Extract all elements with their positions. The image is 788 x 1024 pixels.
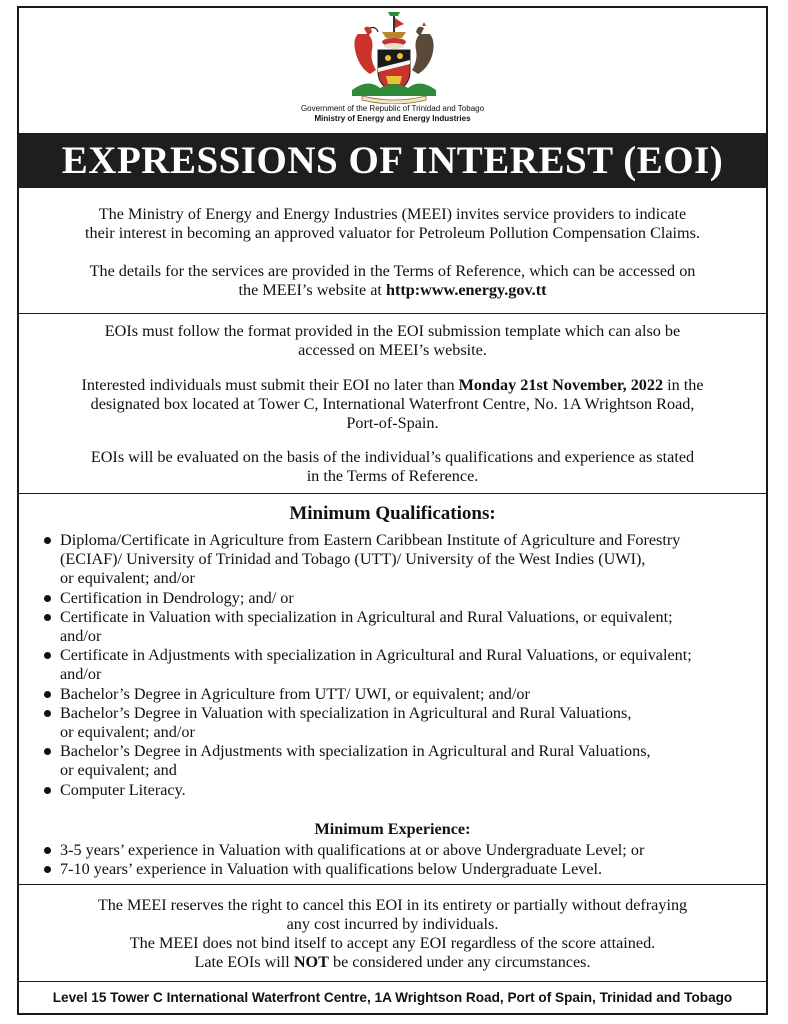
list-item [60,685,760,704]
divider [19,313,766,314]
text-line: The MEEI does not bind itself to accept any EOI regardless of the score attained. [129,934,656,952]
website-link[interactable]: http:www.energy.gov.tt [385,281,547,299]
text-line: Bachelor’s Degree in Adjustments with specialization in Agricultural and Rural Valuations, [60,742,651,761]
text-line: or equivalent; and [60,761,177,780]
qualifications-heading: Minimum Qualifications: [289,503,496,524]
text-line: Diploma/Certificate in Agriculture from Eastern Caribbean Institute of Agriculture and Forestry [60,531,681,549]
text-line: or equivalent; and/or [60,723,195,742]
text-line: accessed on MEEI’s website. [298,341,487,359]
text-line: EOIs must follow the format provided in the EOI submission template which can also be [104,322,681,340]
text-line: Bachelor’s Degree in Agriculture from UTT/ UWI, or equivalent; and/or [60,684,530,703]
experience-list [60,841,760,879]
qualifications-list [60,531,760,800]
divider [19,493,766,494]
text-span: the MEEI’s website at [238,281,386,299]
divider [19,981,766,982]
text-line [19,281,766,300]
government-name: Government of the Republic of Trinidad and Tobago [300,104,485,113]
text-line: and/or [60,627,102,646]
list-item [60,608,760,646]
text-line: Bachelor’s Degree in Valuation with specialization in Agricultural and Rural Valuations, [60,703,632,722]
text-span: in the [663,376,704,394]
intro-paragraph-2 [19,262,766,300]
divider [19,884,766,885]
text-line: in the Terms of Reference. [306,467,479,485]
text-line: and/or [60,665,102,684]
list-item [60,646,760,684]
text-line: EOIs will be evaluated on the basis of the individual’s qualifications and experience as stated [90,448,695,466]
list-item [60,704,760,742]
emphasis: NOT [293,953,329,971]
text-line: (ECIAF)/ University of Trinidad and Tobago (UTT)/ University of the West Indies (UWI), [60,550,646,569]
list-item: 3-5 years’ experience in Valuation with qualifications at or above Undergraduate Level; or [60,841,760,860]
list-item [60,589,760,608]
ministry-name: Ministry of Energy and Energy Industries [314,114,471,123]
intro-paragraph-1 [19,205,766,243]
list-item: 7-10 years’ experience in Valuation with qualifications below Undergraduate Level. [60,860,760,879]
text-line: Certificate in Valuation with specialization in Agricultural and Rural Valuations, or equivalent; [60,607,673,626]
list-item [60,531,760,589]
text-line: or equivalent; and/or [60,569,195,588]
text-line [19,953,766,972]
text-line: Computer Literacy. [60,780,186,799]
text-line: The Ministry of Energy and Energy Industries (MEEI) invites service providers to indicate [98,205,687,223]
page-title: EXPRESSIONS OF INTEREST (EOI) [19,133,766,188]
text-line: The details for the services are provided in the Terms of Reference, which can be accessed on [89,262,696,280]
list-item [60,781,760,800]
footer-address: Level 15 Tower C International Waterfront Centre, 1A Wrightson Road, Port of Spain, Trinidad and Tobago [52,990,733,1005]
text-line [19,376,766,395]
submission-paragraph-2 [19,376,766,433]
submission-paragraph-3 [19,448,766,486]
experience-heading: Minimum Experience: [314,820,471,838]
closing-notes [19,896,766,972]
text-line: Certificate in Adjustments with specialization in Agricultural and Rural Valuations, or equivalent; [60,646,692,665]
submission-paragraph-1 [19,322,766,360]
list-item [60,742,760,780]
text-line: any cost incurred by individuals. [286,915,499,933]
text-line: The MEEI reserves the right to cancel this EOI in its entirety or partially without defraying [97,896,688,914]
text-line: Port-of-Spain. [346,414,439,432]
text-span: Late EOIs will [194,953,294,971]
text-line: their interest in becoming an approved valuator for Petroleum Pollution Compensation Claims. [84,224,700,242]
text-line: Certification in Dendrology; and/ or [60,588,294,607]
text-line: designated box located at Tower C, International Waterfront Centre, No. 1A Wrightson Road, [90,395,695,413]
coat-of-arms-icon [344,10,444,104]
text-span: Interested individuals must submit their EOI no later than [81,376,459,394]
text-span: be considered under any circumstances. [328,953,591,971]
deadline-date: Monday 21st November, 2022 [458,376,664,394]
